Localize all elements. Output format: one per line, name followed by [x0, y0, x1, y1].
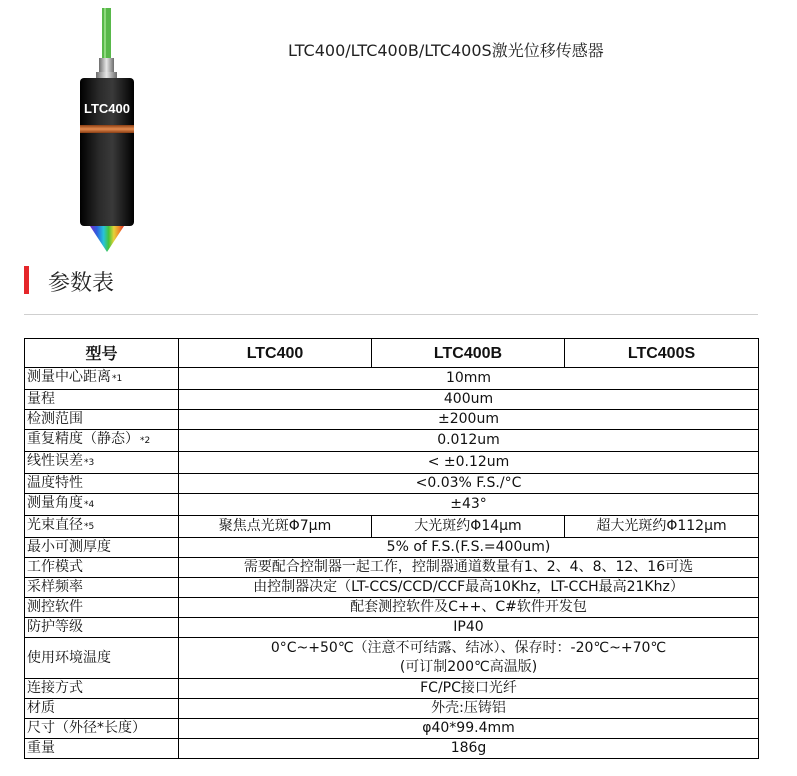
- row-value-ltc400: 聚焦点光斑Φ7μm: [179, 516, 372, 538]
- row-label: 线性误差*3: [25, 452, 179, 474]
- row-label: 使用环境温度: [25, 638, 179, 679]
- spec-table: [24, 338, 759, 759]
- table-row: [25, 719, 759, 739]
- copper-ring: [80, 125, 134, 133]
- row-value: 需要配合控制器一起工作，控制器通道数量有1、2、4、8、12、16可选: [179, 558, 759, 578]
- row-value: IP40: [179, 618, 759, 638]
- table-row: [25, 410, 759, 430]
- row-value-ltc400b: 大光斑约Φ14μm: [372, 516, 565, 538]
- footnote-marker: *2: [140, 436, 151, 446]
- column-header: LTC400S: [565, 339, 759, 368]
- row-value: < ±0.12um: [179, 452, 759, 474]
- row-value: 5% of F.S.(F.S.=400um): [179, 538, 759, 558]
- table-row: [25, 598, 759, 618]
- fiber-connector: [99, 58, 114, 72]
- row-label: 连接方式: [25, 679, 179, 699]
- row-label: 尺寸（外径*长度）: [25, 719, 179, 739]
- table-row: [25, 699, 759, 719]
- table-row: [25, 390, 759, 410]
- row-value: [179, 638, 759, 679]
- table-row: [25, 679, 759, 699]
- sensor-tip: [90, 226, 124, 252]
- sensor-product-image: [60, 0, 170, 260]
- row-value: 外壳:压铸铝: [179, 699, 759, 719]
- row-value: <0.03% F.S./°C: [179, 474, 759, 494]
- row-value: 配套测控软件及C++、C#软件开发包: [179, 598, 759, 618]
- row-value: 400um: [179, 390, 759, 410]
- page-title: LTC400/LTC400B/LTC400S激光位移传感器: [288, 41, 604, 60]
- table-header-row: [25, 339, 759, 368]
- row-label: 采样频率: [25, 578, 179, 598]
- footnote-marker: *4: [84, 500, 95, 510]
- table-row: [25, 516, 759, 538]
- value-line: (可订制200℃高温版): [399, 659, 538, 675]
- footnote-marker: *1: [112, 374, 123, 384]
- row-label: 测控软件: [25, 598, 179, 618]
- row-label: 工作模式: [25, 558, 179, 578]
- table-row: [25, 558, 759, 578]
- section-divider: [24, 314, 758, 315]
- column-header: LTC400B: [372, 339, 565, 368]
- table-row: [25, 739, 759, 759]
- footnote-marker: *3: [84, 458, 95, 468]
- section-title: 参数表: [48, 271, 115, 296]
- table-row: [25, 618, 759, 638]
- table-row: [25, 368, 759, 390]
- footnote-marker: *5: [84, 522, 95, 532]
- column-header: 型号: [25, 339, 179, 368]
- row-label: 材质: [25, 699, 179, 719]
- row-value: 186g: [179, 739, 759, 759]
- row-label: 温度特性: [25, 474, 179, 494]
- table-row: [25, 452, 759, 474]
- row-value: ±200um: [179, 410, 759, 430]
- row-label: 最小可测厚度: [25, 538, 179, 558]
- row-label: 防护等级: [25, 618, 179, 638]
- table-row: [25, 474, 759, 494]
- row-label: 测量角度*4: [25, 494, 179, 516]
- row-value: 0.012um: [179, 430, 759, 452]
- row-label: 检测范围: [25, 410, 179, 430]
- row-value: ±43°: [179, 494, 759, 516]
- product-label: LTC400: [84, 101, 130, 116]
- column-header: LTC400: [179, 339, 372, 368]
- row-label: 重复精度（静态）*2: [25, 430, 179, 452]
- row-value-ltc400s: 超大光斑约Φ112μm: [565, 516, 759, 538]
- row-label: 测量中心距离*1: [25, 368, 179, 390]
- table-row: [25, 638, 759, 679]
- table-row: [25, 578, 759, 598]
- row-label: 光束直径*5: [25, 516, 179, 538]
- section-accent-bar: [24, 266, 29, 294]
- row-label: 量程: [25, 390, 179, 410]
- row-label: 重量: [25, 739, 179, 759]
- table-row: [25, 430, 759, 452]
- table-row: [25, 538, 759, 558]
- value-line: 0°C~+50℃（注意不可结露、结冰）、保存时：-20℃~+70℃: [270, 640, 667, 656]
- table-row: [25, 494, 759, 516]
- row-value: φ40*99.4mm: [179, 719, 759, 739]
- row-value: 由控制器决定（LT-CCS/CCD/CCF最高10Khz，LT-CCH最高21Khz）: [179, 578, 759, 598]
- row-value: FC/PC接口光纤: [179, 679, 759, 699]
- fiber-cable: [102, 8, 111, 60]
- row-value: 10mm: [179, 368, 759, 390]
